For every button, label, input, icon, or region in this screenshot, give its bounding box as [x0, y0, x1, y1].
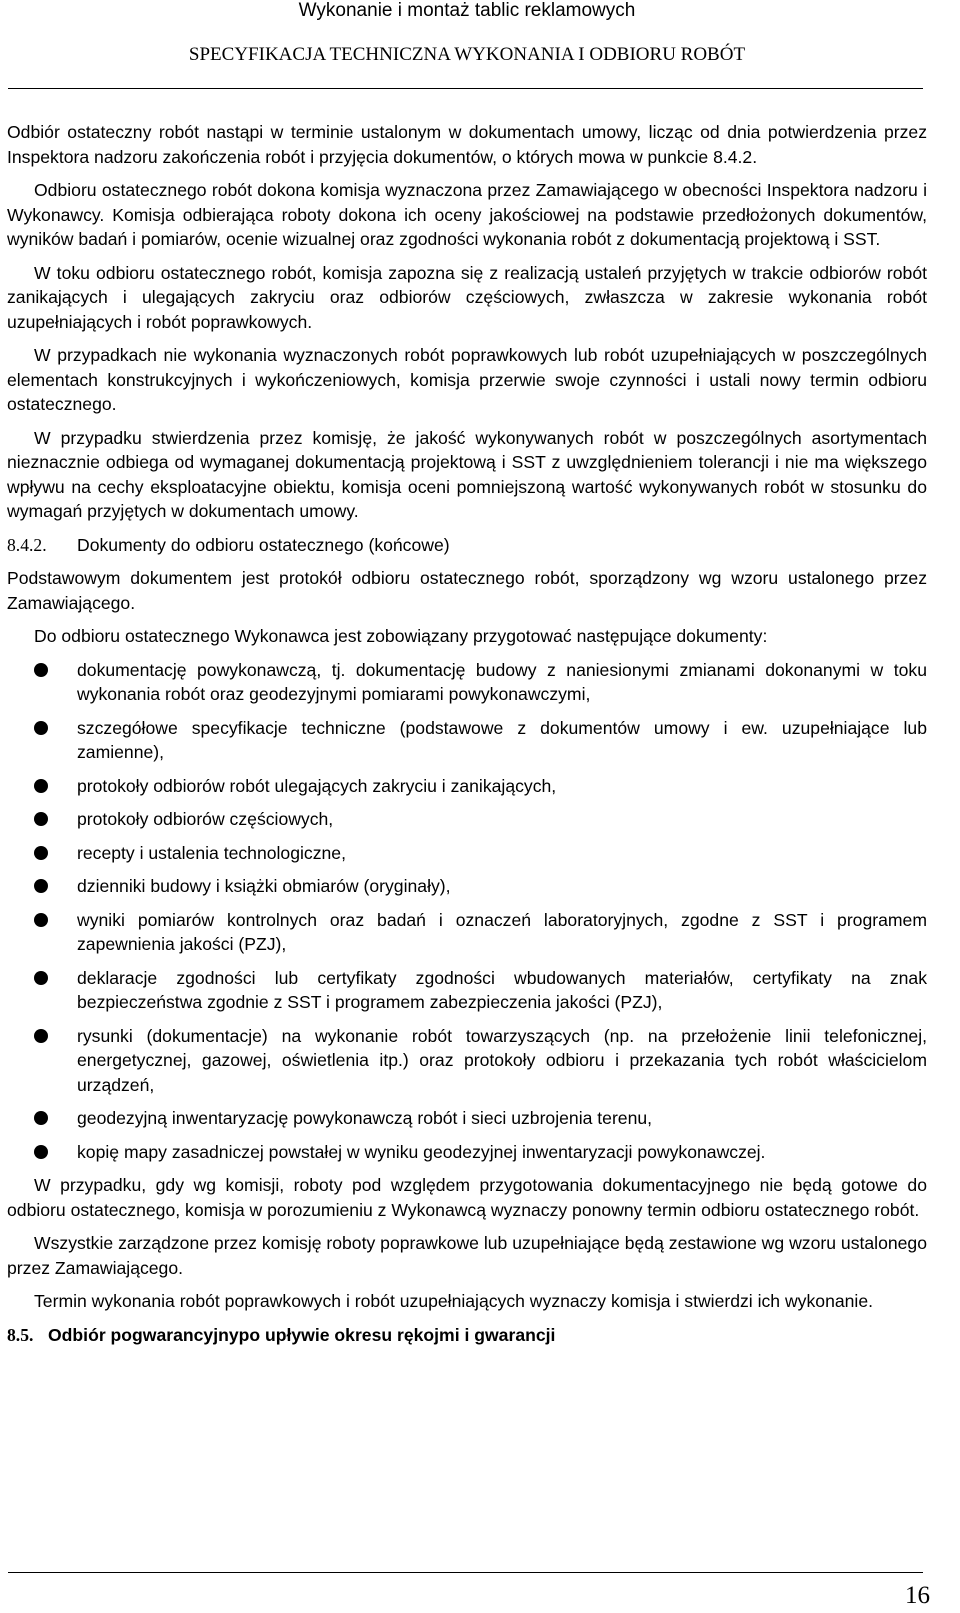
bullet-icon [34, 1145, 48, 1159]
paragraph-quality-deviation: W przypadku stwierdzenia przez komisję, że jakość wykonywanych robót w poszczególnych asortymentach nieznacznie odbiega od wymaganej dokumentacją projektową i SST z uwzględnieniem tolerancji i nie ma większego wpływu na cechy eksploatacyjne obiektu, komisja oceni pomniejszoną wartość wykonywanych robót w stosunku do wymagań przyjętych w dokumentach umowy. [7, 427, 927, 521]
list-item-text: deklaracje zgodności lub certyfikaty zgodności wbudowanych materiałów, certyfikaty na znak bezpieczeństwa zgodnie z SST i programem zabezpieczenia jakości (PZJ), [77, 967, 927, 1012]
paragraph-final-acceptance-date: Odbiór ostateczny robót nastąpi w terminie ustalonym w dokumentach umowy, licząc od dnia potwierdzenia przez Inspektora nadzoru zakończenia robót i przyjęcia dokumentów, o których mowa w punkcie 8.4.2. [7, 122, 927, 167]
list-item-text: protokoły odbiorów robót ulegających zakryciu i zanikających, [77, 775, 557, 796]
list-item [7, 1140, 927, 1165]
subsection-heading [7, 533, 927, 558]
list-item [7, 658, 927, 707]
list-item-text: protokoły odbiorów częściowych, [77, 809, 334, 829]
section-title: Odbiór pogwarancyjnypo upływie okresu rękojmi i gwarancji [48, 1324, 556, 1345]
header-divider [8, 88, 923, 89]
list-item [7, 1106, 927, 1131]
subsection-number: 8.4.2. [7, 534, 47, 555]
footer-divider [8, 1572, 923, 1573]
paragraph-corrective-list: Wszystkie zarządzone przez komisję roboty poprawkowe lub uzupełniające będą zestawione wg wzoru ustalonego przez Zamawiającego. [7, 1233, 927, 1278]
list-item [7, 1024, 927, 1098]
section-number: 8.5. [7, 1324, 34, 1345]
bullet-icon [34, 1111, 48, 1125]
list-item-text: recepty i ustalenia technologiczne, [77, 842, 346, 863]
list-item [7, 908, 927, 957]
required-documents-list [7, 658, 927, 1165]
bullet-icon [34, 971, 48, 985]
bullet-icon [34, 663, 48, 677]
list-item-text: kopię mapy zasadniczej powstałej w wyniku geodezyjnej inwentaryzacji powykonawczej. [77, 1141, 766, 1162]
page-number: 16 [905, 1582, 930, 1609]
list-item [7, 966, 927, 1015]
list-item-text: szczegółowe specyfikacje techniczne (podstawowe z dokumentów umowy i ew. uzupełniające lub zamienne), [77, 717, 927, 762]
paragraph-corrective-works: W przypadkach nie wykonania wyznaczonych robót poprawkowych lub robót uzupełniających w poszczególnych elementach konstrukcyjnych i wykończeniowych, komisja przerwie swoje czynności i ustali nowy termin odbioru ostatecznego. [7, 345, 927, 414]
document-header-title: Wykonanie i montaż tablic reklamowych [298, 0, 636, 21]
subsection-title: Dokumenty do odbioru ostatecznego (końcowe) [77, 534, 450, 555]
bullet-icon [34, 721, 48, 735]
document-body [7, 120, 927, 1347]
paragraph-acceptance-committee: Odbioru ostatecznego robót dokona komisja wyznaczona przez Zamawiającego w obecności Inspektora nadzoru i Wykonawcy. Komisja odbierająca roboty dokona ich oceny jakościowej na podstawie przedłożonych dokumentów, wyników badań i pomiarów, ocenie wizualnej oraz zgodności wykonania robót z dokumentacją projektową i SST. [7, 180, 927, 249]
list-item [7, 807, 927, 832]
list-item-text: geodezyjną inwentaryzację powykonawczą robót i sieci uzbrojenia terenu, [77, 1108, 653, 1128]
bullet-icon [34, 913, 48, 927]
list-item [7, 874, 927, 899]
bullet-icon [34, 879, 48, 893]
section-heading [7, 1323, 927, 1348]
list-item-text: rysunki (dokumentacje) na wykonanie robót towarzyszących (np. na przełożenie linii telefonicznej, energetycznej, gazowej, oświetlenia itp.) oraz protokoły odbioru i przekazania tych robót właścicielom urządzeń, [77, 1025, 927, 1095]
list-item [7, 716, 927, 765]
list-item [7, 774, 927, 799]
bullet-icon [34, 846, 48, 860]
paragraph-acceptance-process: W toku odbioru ostatecznego robót, komisja zapozna się z realizacją ustaleń przyjętych w trakcie odbiorów robót zanikających i ulegających zakryciu oraz odbiorów częściowych, zwłaszcza w zakresie wykonania robót uzupełniających i robót poprawkowych. [7, 262, 927, 332]
list-item [7, 841, 927, 866]
paragraph-documents-intro: Do odbioru ostatecznego Wykonawca jest zobowiązany przygotować następujące dokumenty: [34, 626, 768, 646]
bullet-icon [34, 779, 48, 793]
bullet-icon [34, 1029, 48, 1043]
paragraph-not-ready: W przypadku, gdy wg komisji, roboty pod względem przygotowania dokumentacyjnego nie będą gotowe do odbioru ostatecznego, komisja w porozumieniu z Wykonawcą wyznaczy ponowny termin odbioru ostatecznego robót. [7, 1175, 927, 1220]
paragraph-basic-document: Podstawowym dokumentem jest protokół odbioru ostatecznego robót, sporządzony wg wzoru ustalonego przez Zamawiającego. [7, 568, 927, 613]
list-item-text: wyniki pomiarów kontrolnych oraz badań i oznaczeń laboratoryjnych, zgodne z SST i programem zapewnienia jakości (PZJ), [77, 909, 927, 954]
paragraph-corrective-deadline: Termin wykonania robót poprawkowych i robót uzupełniających wyznaczy komisja i stwierdzi ich wykonanie. [34, 1291, 874, 1311]
bullet-icon [34, 812, 48, 826]
list-item-text: dokumentację powykonawczą, tj. dokumentację budowy z naniesionymi zmianami dokonanymi w toku wykonania robót oraz geodezyjnymi pomiarami powykonawczymi, [77, 659, 927, 704]
document-header-subtitle: SPECYFIKACJA TECHNICZNA WYKONANIA I ODBIORU ROBÓT [188, 44, 746, 65]
list-item-text: dzienniki budowy i książki obmiarów (oryginały), [77, 876, 451, 896]
